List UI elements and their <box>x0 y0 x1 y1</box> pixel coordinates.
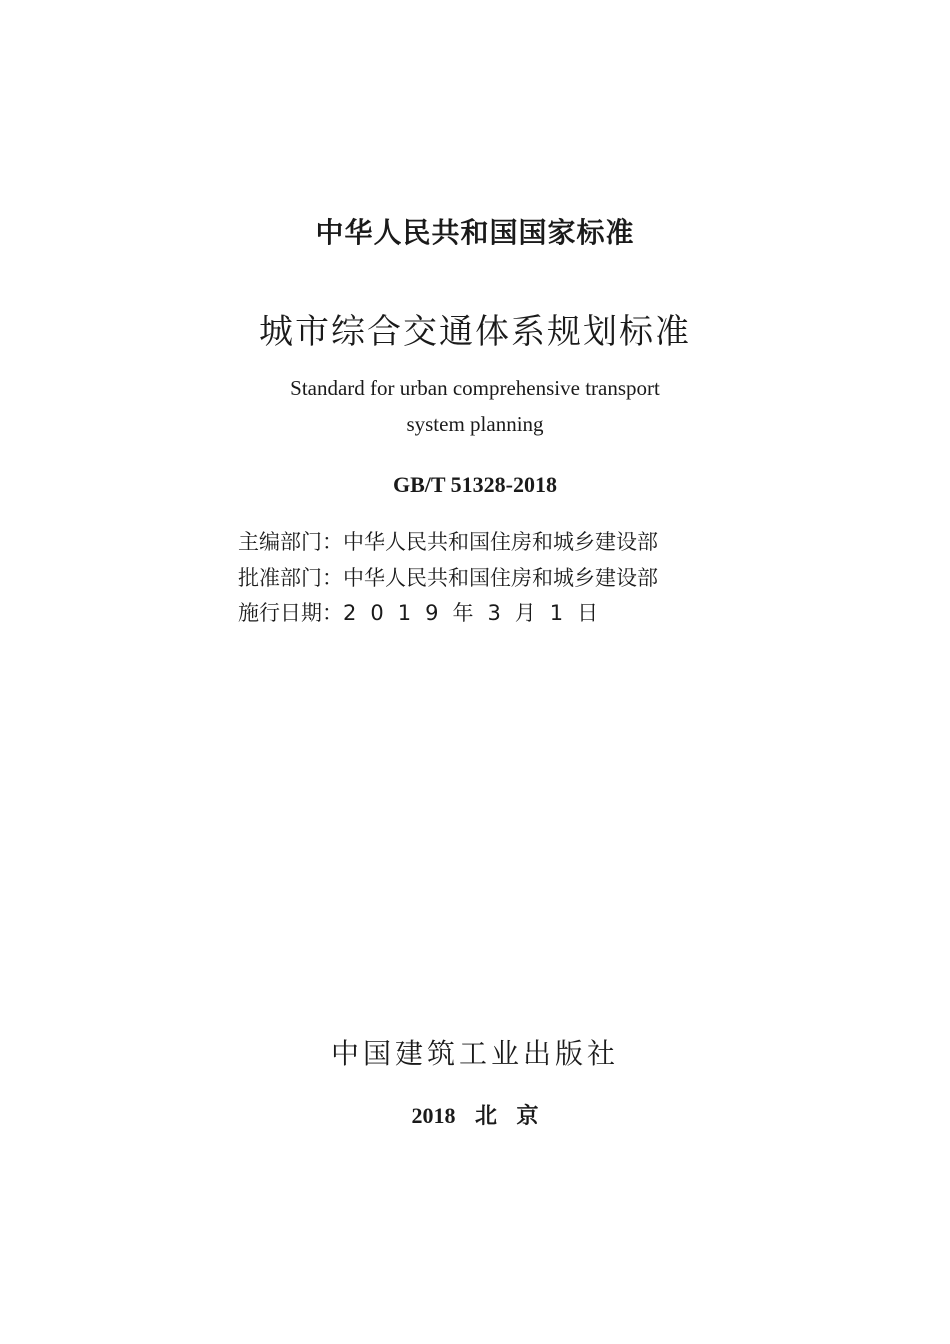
publication-year-place: 2018 北 京 <box>411 1103 539 1128</box>
chief-editor-value: 中华人民共和国住房和城乡建设部 <box>343 530 658 554</box>
effective-date-value: 2019年3月1日 <box>343 601 613 625</box>
english-title-line-2: system planning <box>406 412 544 436</box>
approver-label: 批准部门： <box>238 566 343 590</box>
chief-editor-label: 主编部门： <box>238 530 343 554</box>
effective-date-label: 施行日期： <box>238 601 343 625</box>
approver-value: 中华人民共和国住房和城乡建设部 <box>343 566 658 590</box>
approver-row <box>238 562 718 592</box>
chinese-title: 城市综合交通体系规划标准 <box>259 312 691 352</box>
publisher-name: 中国建筑工业出版社 <box>330 1037 619 1070</box>
english-title-line-1: Standard for urban comprehensive transport <box>290 376 660 400</box>
chief-editor-row <box>238 526 718 556</box>
effective-date-row <box>238 597 718 627</box>
national-standard-heading: 中华人民共和国国家标准 <box>315 216 635 249</box>
standard-code: GB/T 51328-2018 <box>392 472 557 497</box>
